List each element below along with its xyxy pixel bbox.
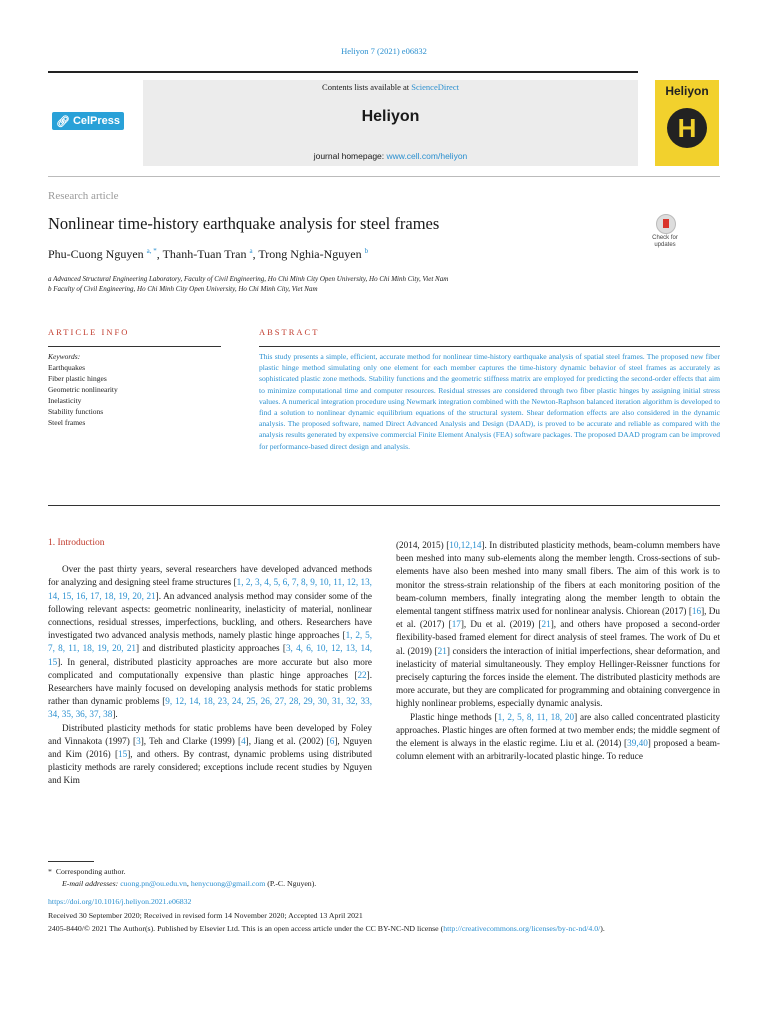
keywords-list — [48, 351, 118, 428]
affiliation-b: b Faculty of Civil Engineering, Ho Chi Minh City Open University, Ho Chi Minh City, Viet Nam — [48, 285, 318, 293]
contents-line — [143, 82, 638, 92]
citation-link[interactable]: 16 — [691, 606, 702, 617]
body-paragraph: Distributed plasticity methods for static problems have been developed by Foley and Vinnakota (1997) [3], Teh and Clarke (1999) [4], Jiang et al. (2002) [6], Nguyen and Kim (2016) [15], and others. By contrast, dynamic problems using distributed plasticity methods are rarely considered; exceptions include recent studies by Nguyen and Kim — [48, 722, 373, 786]
cover-title: Heliyon — [665, 84, 709, 98]
doi-link[interactable]: https://doi.org/10.1016/j.heliyon.2021.e06832 — [48, 897, 192, 906]
author-name[interactable]: Thanh-Tuan Tran — [162, 247, 247, 261]
keyword: Steel frames — [48, 418, 86, 427]
introduction-heading: 1. Introduction — [48, 538, 105, 548]
keyword: Inelasticity — [48, 396, 82, 405]
cover-h-icon: H — [667, 108, 707, 148]
citation-link[interactable]: 17 — [451, 619, 461, 630]
citation-link[interactable]: 1, 2, 3, 4, 5, 6, 7, 8, 9, 10, 11, 12, 13, 14, 15, 16, 17, 18, 19, 20, 21 — [48, 577, 372, 601]
body-column-right — [396, 539, 720, 763]
homepage-line — [143, 151, 638, 161]
abstract-text: This study presents a simple, efficient, accurate method for nonlinear time-history earthquake analysis of spatial steel frames. The proposed new fiber plastic hinge method simulating only one element for each member captures the time-history dynamic behavior of steel frames as accurately as sophisticated plastic zone methods. Stability functions and the geometric stiffness matrix are employed for predicting the second-order effects that aim to minimize computational time and computer resources. Residual stresses are considered through two fiber plastic hinges by assigning initial stress values. A numerical integration procedure using Newmark integration combined with the Newton-Raphson balanced iteration algorithm is developed to find a solution to nonlinear dynamic equilibrium equations of the structural system. Shear deformation effects are also considered in the dynamic analysis. The proposed software, named Direct Advanced Analysis and Design (DAAD), is proved to be accurate and reliable as compared with the analysis results generated by expensive commercial Finite Element Analysis (FEA) software packages. The proposed DAAD program can be improved for performance-based direct design and analysis. — [259, 352, 720, 451]
footnote-divider — [48, 861, 94, 862]
citation-link[interactable]: 1, 2, 5, 8, 11, 18, 20 — [497, 711, 575, 722]
email-line: E-mail addresses: cuong.pn@ou.edu.vn, henycuong@gmail.com (P.-C. Nguyen). — [62, 879, 317, 888]
citation-link[interactable]: 39,40 — [627, 738, 648, 749]
keyword: Stability functions — [48, 407, 104, 416]
article-info-heading: ARTICLE INFO — [48, 327, 130, 337]
author-name[interactable]: Trong Nghia-Nguyen — [258, 247, 362, 261]
license-statement: 2405-8440/© 2021 The Author(s). Published by Elsevier Ltd. This is an open access article under the CC BY-NC-ND license (http://creativecommons.org/licenses/by-nc-nd/4.0/). — [48, 924, 605, 933]
banner-bottom-divider — [48, 176, 720, 177]
citation-link[interactable]: 21 — [437, 645, 447, 656]
keyword: Geometric nonlinearity — [48, 385, 118, 394]
author-list: Phu-Cuong Nguyen $^{a, *}$, Thanh-Tuan Tran $^a$, Trong Nghia-Nguyen $^b$ — [48, 247, 369, 261]
body-paragraph: Over the past thirty years, several researchers have developed advanced methods for analyzing and designing steel frame structures [1, 2, 3, 4, 5, 6, 7, 8, 9, 10, 11, 12, 13, 14, 15, 16, 17, 18, 19, 20, 21]. An advanced analysis method may consider some of the following relevant aspects: geometric nonlinearity, inelasticity of material, nonlinear connections, residual stresses, imperfections, buckling, and others. Researchers have investigated two advanced analysis methods, namely plastic hinge approaches [1, 2, 5, 7, 8, 11, 18, 19, 20, 21] and distributed plasticity approaches [3, 4, 6, 10, 12, 13, 14, 15]. In general, distributed plasticity approaches are more accurate but also more complicated and computationally expensive than plastic hinge approaches [22]. Researchers have mainly focused on developing analysis methods for static problems rather than dynamic problems [9, 12, 14, 18, 23, 24, 25, 26, 27, 28, 29, 30, 31, 32, 33, 34, 35, 36, 37, 38]. — [48, 564, 373, 720]
citation-link[interactable]: 6 — [329, 735, 335, 746]
citation-link[interactable]: 4 — [241, 735, 246, 746]
header-divider — [48, 71, 638, 73]
sciencedirect-link[interactable]: ScienceDirect — [411, 82, 459, 92]
homepage-prefix: journal homepage: — [313, 151, 387, 161]
author-affiliation-marker[interactable]: a, * — [146, 247, 157, 255]
body-paragraph: Plastic hinge methods [1, 2, 5, 8, 11, 18, 20] are also called concentrated plasticity approaches. Plastic hinges are often formed at two member ends; the middle segment of the element is always in the elastic regime. Liu et al. (2014) [39,40] proposed a beam-column element with an arbitrarily-located plastic hinge. To reduce — [396, 711, 720, 762]
keywords-heading: Keywords: — [48, 352, 81, 361]
citation-link[interactable]: 22 — [357, 669, 367, 680]
abstract-divider — [259, 346, 720, 347]
citation-link[interactable]: 10,12,14 — [449, 540, 482, 550]
email-link[interactable]: henycuong@gmail.com — [190, 879, 266, 888]
author-affiliation-marker[interactable]: b — [364, 247, 369, 255]
link-chain-icon: 🔗︎ — [55, 115, 70, 128]
article-info-divider — [48, 346, 221, 347]
abstract-heading: ABSTRACT — [259, 327, 320, 337]
citation-link[interactable]: 21 — [541, 619, 551, 630]
author-affiliation-marker[interactable]: a — [249, 247, 253, 255]
keyword: Earthquakes — [48, 363, 86, 372]
license-link[interactable]: http://creativecommons.org/licenses/by-nc-nd/4.0/ — [443, 924, 601, 933]
article-title: Nonlinear time-history earthquake analysis for steel frames — [48, 214, 440, 233]
journal-name: Heliyon — [361, 108, 420, 125]
received-dates: Received 30 September 2020; Received in revised form 14 November 2020; Accepted 13 April 2021 — [48, 911, 363, 920]
footnote — [48, 866, 316, 890]
body-paragraph: (2014, 2015) [10,12,14]. In distributed plasticity methods, beam-column members have been meshed into many sub-elements along the member length. Cross-sections of sub-elements have also been meshed into many small fibers. The aim of this work is to monitor the stress-strain relationship of the fibers at each monitoring position of the beam-column members, finally integrating along the member length to obtain the elemental tangent stiffness matrix used for nonlinear analysis. Chiorean (2017) [16], Du et al. (2017) [17], Du et al. (2019) [21], and others have proposed a second-order flexibility-based framed element for direct analysis of steel frames. The work of Du et al. (2019) [21] considers the interaction of initial imperfections, shear deformation, and inelasticity of material simultaneously. They employ Hellinger-Reissner functions for precisely capturing the forces inside the element. The distributed plasticity methods are more accurate, but they are complicated for programming and obtaining convergence in highly nonlinear problems, especially dynamic analysis. — [396, 540, 721, 709]
check-updates-icon — [656, 214, 676, 234]
journal-cover-image — [655, 80, 719, 166]
citation-link[interactable]: 1, 2, 5, 7, 8, 11, 18, 19, 20, 21 — [48, 630, 372, 654]
affiliation-a: a Advanced Structural Engineering Laboratory, Faculty of Civil Engineering, Ho Chi Minh City Open University, Ho Chi Minh City, Viet Nam — [48, 275, 449, 283]
corresponding-author-note: * Corresponding author. — [48, 867, 126, 876]
article-type: Research article — [48, 190, 119, 202]
check-updates-label: Check for updates — [652, 235, 678, 248]
keyword: Fiber plastic hinges — [48, 374, 107, 383]
abstract-bottom-divider — [48, 505, 720, 506]
email-link[interactable]: cuong.pn@ou.edu.vn — [120, 879, 187, 888]
homepage-link[interactable]: www.cell.com/heliyon — [386, 151, 468, 161]
citation-link[interactable]: 3, 4, 6, 10, 12, 13, 14, 15 — [48, 643, 373, 667]
citation-link[interactable]: 15 — [118, 749, 128, 760]
check-for-updates-button[interactable] — [647, 214, 683, 254]
citation-link[interactable]: 3 — [136, 735, 141, 746]
citation-link[interactable]: 9, 12, 14, 18, 23, 24, 25, 26, 27, 28, 29, 30, 31, 32, 33, 34, 35, 36, 37, 38 — [48, 696, 372, 720]
author-name[interactable]: Phu-Cuong Nguyen — [48, 247, 144, 261]
journal-reference-link[interactable]: Heliyon 7 (2021) e06832 — [341, 46, 427, 56]
contents-prefix: Contents lists available at — [322, 82, 412, 92]
cellpress-logo — [52, 112, 124, 130]
publisher-logo-text: CelPress — [72, 115, 121, 127]
body-column-left — [48, 537, 372, 788]
